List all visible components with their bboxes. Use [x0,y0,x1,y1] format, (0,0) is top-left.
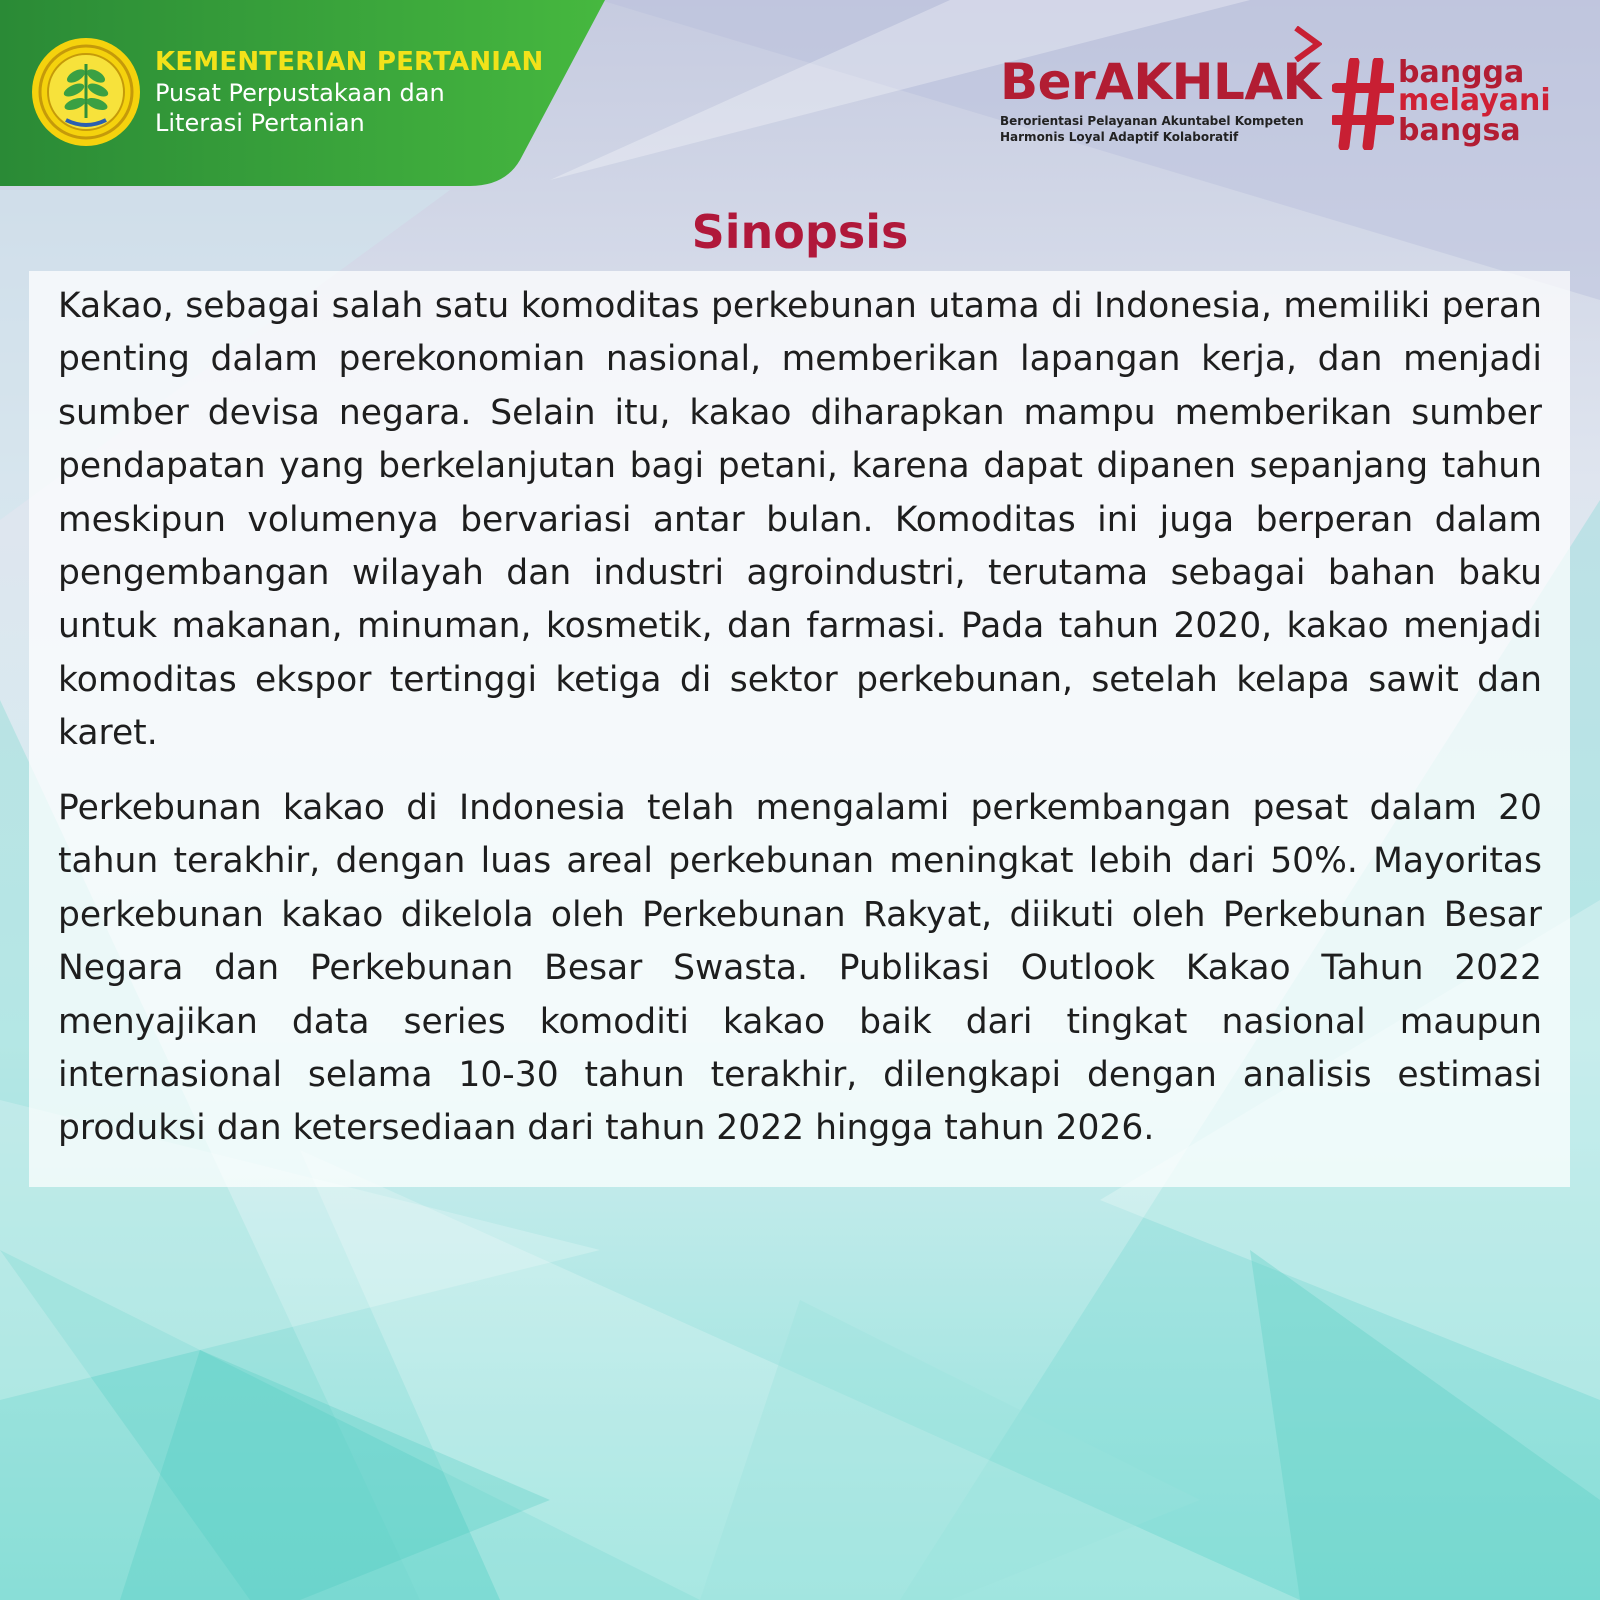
unit-name-line2: Literasi Pertanian [155,109,365,137]
synopsis-paragraph-2: Perkebunan kakao di Indonesia telah mengalami perkembangan pesat dalam 20 tahun terakhir, dengan luas areal perkebunan meningkat lebih dari 50%. Mayoritas perkebunan kakao dikelola oleh Perkebunan Rakyat, diikuti oleh Perkebunan Besar Negara dan Perkebunan Besar Swasta. Publikasi Outlook Kakao Tahun 2022 menyajikan data series komoditi kakao baik dari tingkat nasional maupun internasional selama 10-30 tahun terakhir, dilengkapi dengan analisis estimasi produksi dan ketersediaan dari tahun 2022 hingga tahun 2026. [58,788,1542,1149]
ministry-emblem-icon [30,36,142,148]
hashtag-icon [1332,58,1394,150]
page-title: Sinopsis [691,205,909,259]
hashtag-logo [1332,56,1572,156]
ministry-name: KEMENTERIAN PERTANIAN [155,47,544,77]
hashtag-word-bangsa: bangsa [1398,113,1521,148]
unit-name-line1: Pusat Perpustakaan dan [155,79,445,107]
berakhlak-values-line2: Harmonis Loyal Adaptif Kolaboratif [1000,130,1239,144]
berakhlak-values-line1: Berorientasi Pelayanan Akuntabel Kompeten [1000,114,1304,128]
header [0,0,600,187]
hashtag-word-bangga: bangga [1398,55,1525,90]
berakhlak-logo [1000,26,1320,156]
hashtag-word-melayani: melayani [1398,83,1551,118]
berakhlak-wordmark: BerAKHLAK [1000,53,1321,111]
organization-name-block [155,46,575,138]
synopsis-paragraph-1: Kakao, sebagai salah satu komoditas perkebunan utama di Indonesia, memiliki peran penting dalam perekonomian nasional, memberikan lapangan kerja, dan menjadi sumber devisa negara. Selain itu, kakao diharapkan mampu memberikan sumber pendapatan yang berkelanjutan bagi petani, karena dapat dipanen sepanjang tahun meskipun volumenya bervariasi antar bulan. Komoditas ini juga berperan dalam pengembangan wilayah dan industri agroindustri, terutama sebagai bahan baku untuk makanan, minuman, kosmetik, dan farmasi. Pada tahun 2020, kakao menjadi komoditas ekspor tertinggi ketiga di sektor perkebunan, setelah kelapa sawit dan karet. [58,286,1542,754]
